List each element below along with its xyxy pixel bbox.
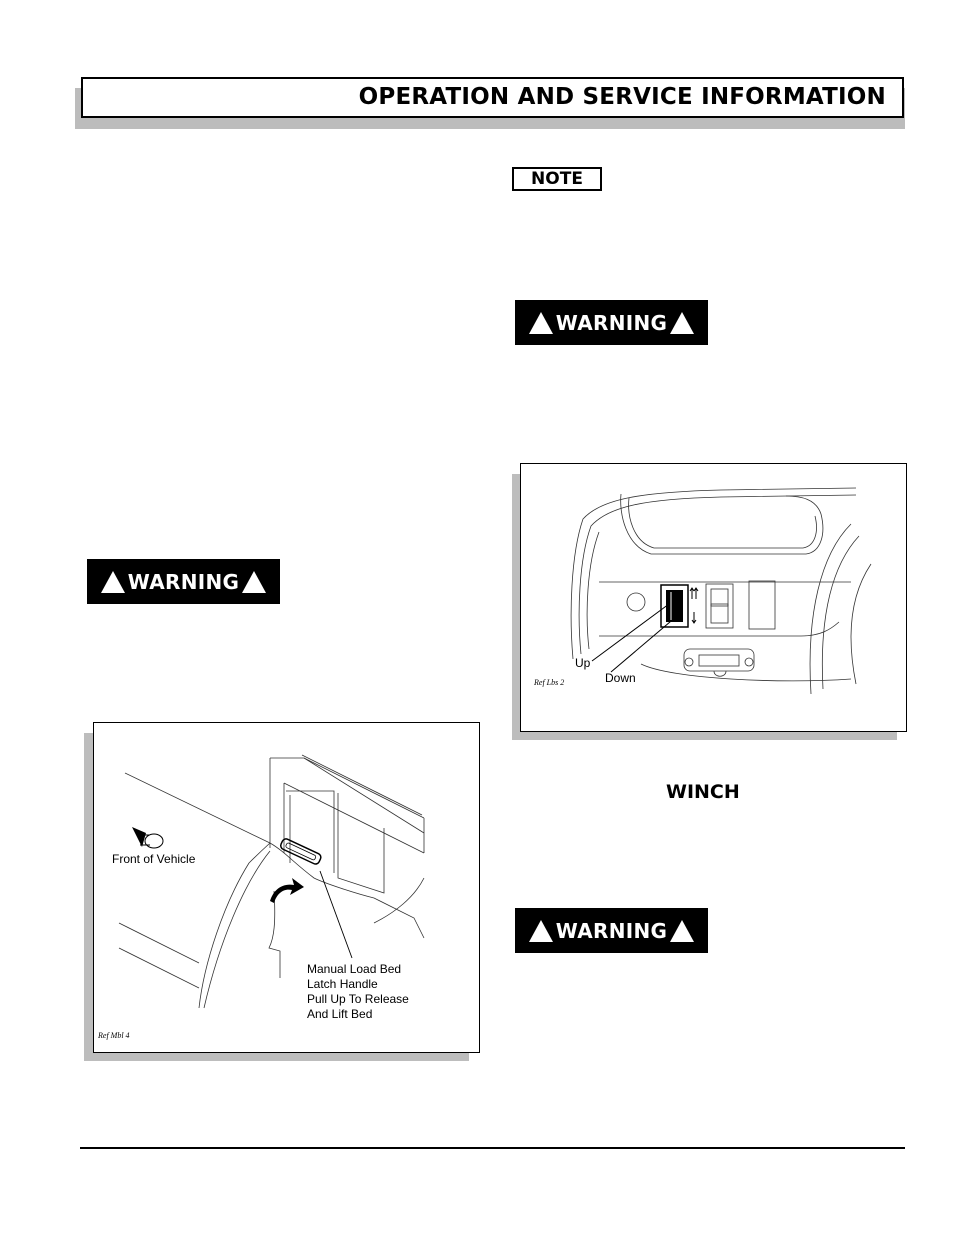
header-banner [81,77,904,118]
dash-switch-illustration [521,464,905,730]
down-label: Down [605,671,636,685]
latch-callout-line: Manual Load Bed [307,962,402,976]
warning-badge-2 [87,559,280,604]
latch-callout-line: Latch Handle [307,977,378,991]
warning-label: WARNING [555,310,668,335]
figure-latch [93,722,480,1053]
figure-ref: Ref Mbl 4 [98,1031,130,1040]
warning-triangle-icon [241,570,267,594]
front-of-vehicle-label: Front of Vehicle [112,852,196,866]
note-badge: NOTE [512,167,602,191]
figure-switch [520,463,907,732]
latch-callout-line: And Lift Bed [307,1007,373,1021]
up-label: Up [575,656,591,670]
warning-triangle-icon [528,311,554,335]
footer-rule [80,1147,905,1149]
figure-ref: Ref Lbs 2 [534,678,565,687]
page-title: OPERATION AND SERVICE INFORMATION [358,84,886,110]
warning-label: WARNING [127,569,240,594]
warning-triangle-icon [100,570,126,594]
warning-triangle-icon [528,919,554,943]
latch-callout [307,962,409,1022]
section-heading: WINCH [666,781,740,803]
load-bed-illustration [94,723,478,1051]
warning-triangle-icon [669,919,695,943]
warning-label: WARNING [555,918,668,943]
warning-triangle-icon [669,311,695,335]
warning-badge-1 [515,300,708,345]
warning-badge-3 [515,908,708,953]
latch-callout-line: Pull Up To Release [307,992,409,1006]
